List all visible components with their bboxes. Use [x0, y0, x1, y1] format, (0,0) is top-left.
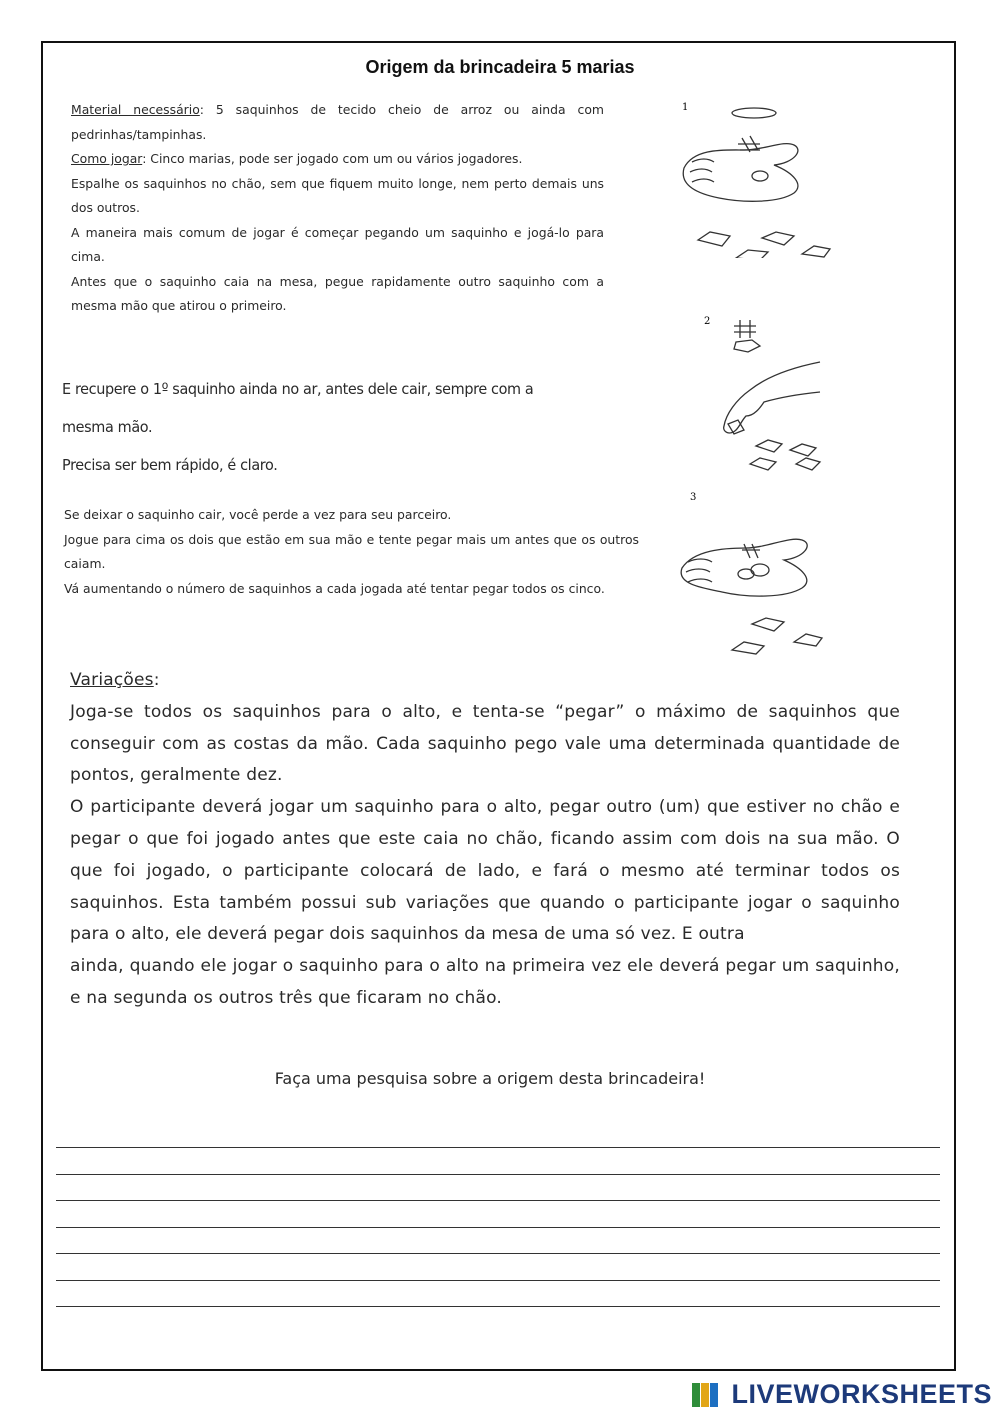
step3-section: [64, 503, 639, 601]
intro-section: [71, 98, 604, 319]
page-title: Origem da brincadeira 5 marias: [365, 57, 635, 77]
como-jogar-label: Como jogar: [71, 151, 143, 166]
hand-pick-illustration-2: [690, 312, 850, 482]
illustration-number-2: 2: [704, 316, 711, 327]
step2-line-2: Precisa ser bem rápido, é claro.: [62, 456, 278, 474]
step2-line-1: E recupere o 1º saquinho ainda no ar, antes dele cair, sempre com a mesma mão.: [62, 380, 534, 436]
illustration-number-3: 3: [690, 492, 697, 503]
hand-catch-illustration-3: [672, 488, 842, 668]
illustration-number-1: 1: [682, 102, 689, 113]
intro-paragraph-1: Espalhe os saquinhos no chão, sem que fiquem muito longe, nem perto demais uns dos outros.: [71, 175, 604, 215]
step2-section: [62, 370, 583, 484]
answer-line[interactable]: [56, 1280, 940, 1281]
variations-heading-colon: :: [153, 670, 160, 690]
material-text: : 5 saquinhos de tecido cheio de arroz ou ainda com pedrinhas/tampinhas.: [71, 102, 604, 142]
variations-paragraph-3: ainda, quando ele jogar o saquinho para o alto na primeira vez ele deverá pegar um saquinho, e na segunda os outros três que ficaram no chão.: [70, 956, 900, 1008]
step3-paragraph-2: Jogue para cima os dois que estão em sua mão e tente pegar mais um antes que os outros caiam.: [64, 531, 639, 571]
answer-line[interactable]: [56, 1253, 940, 1254]
liveworksheets-logo-icon: [691, 1381, 719, 1409]
answer-line[interactable]: [56, 1174, 940, 1175]
material-label: Material necessário: [71, 102, 200, 117]
answer-line[interactable]: [56, 1227, 940, 1228]
answer-line[interactable]: [56, 1147, 940, 1148]
material-paragraph: [71, 98, 604, 147]
variations-paragraph-2: O participante deverá jogar um saquinho para o alto, pegar outro (um) que estiver no chão e pegar o que foi jogado antes que este caia no chão, ficando assim com dois na sua mão. O que foi jogado, o participante colocará de lado, e fará o mesmo até terminar todos os saquinhos. Esta também possui sub variações que quando o participante jogar o saquinho para o alto, ele deverá pegar dois saquinhos da mesa de uma só vez. E outra: [70, 797, 900, 945]
intro-paragraph-3: Antes que o saquinho caia na mesa, pegue rapidamente outro saquinho com a mesma mão que atirou o primeiro.: [71, 273, 604, 313]
answer-line[interactable]: [56, 1306, 940, 1307]
como-jogar-paragraph: [71, 147, 604, 172]
answer-line[interactable]: [56, 1200, 940, 1201]
variations-section: [70, 665, 900, 1015]
step3-paragraph-1: Se deixar o saquinho cair, você perde a vez para seu parceiro.: [64, 507, 452, 522]
brand-wordmark: LIVEWORKSHEETS: [731, 1379, 992, 1409]
intro-paragraph-2: A maneira mais comum de jogar é começar pegando um saquinho e jogá-lo para cima.: [71, 224, 604, 264]
variations-heading: [70, 665, 900, 697]
variations-heading-text: Variações: [70, 670, 154, 690]
como-jogar-text: : Cinco marias, pode ser jogado com um ou vários jogadores.: [142, 151, 523, 166]
research-prompt: Faça uma pesquisa sobre a origem desta brincadeira!: [274, 1069, 706, 1088]
step3-paragraph-3: Vá aumentando o número de saquinhos a cada jogada até tentar pegar todos os cinco.: [64, 580, 605, 596]
variations-paragraph-1: Joga-se todos os saquinhos para o alto, e tenta-se “pegar” o máximo de saquinhos que conseguir com as costas da mão. Cada saquinho pego vale uma determinada quantidade de pontos, geralmente dez.: [70, 701, 900, 786]
hand-throw-illustration-1: [672, 98, 842, 258]
